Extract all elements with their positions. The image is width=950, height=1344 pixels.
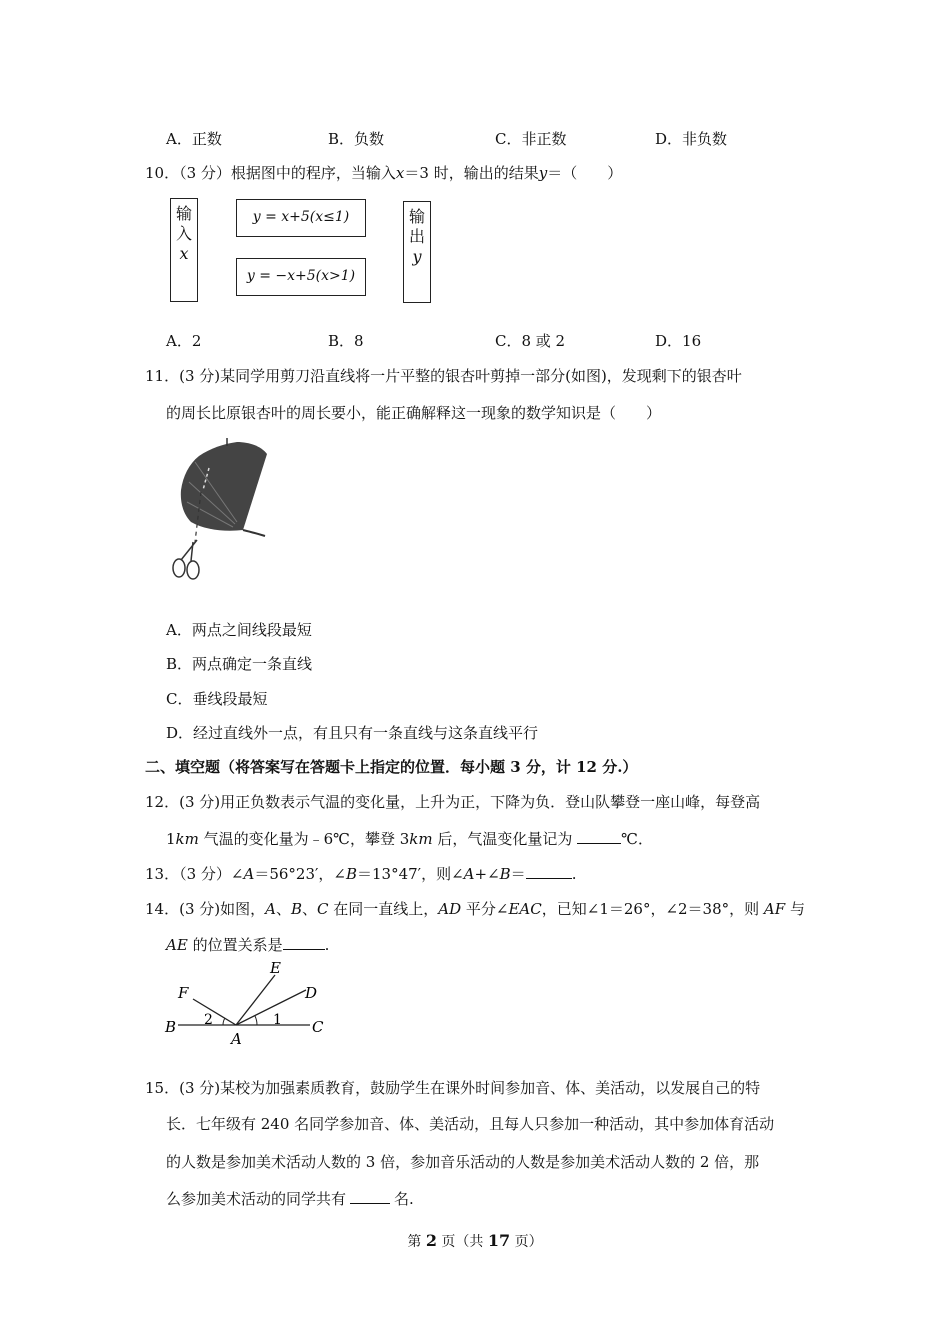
q10-stem: 10．（3 分）根据图中的程序，当输入x＝3 时，输出的结果y＝（ ） xyxy=(145,164,623,182)
q9-option-b: B．负数 xyxy=(328,130,385,148)
q15-answer-blank[interactable] xyxy=(350,1202,390,1204)
q11-stem-line1: 11．(3 分)某同学用剪刀沿直线将一片平整的银杏叶剪掉一部分(如图)，发现剩下的银杏叶 xyxy=(145,367,742,385)
label-c: C xyxy=(312,1018,324,1036)
q9-option-a: A．正数 xyxy=(166,130,222,148)
label-a: A xyxy=(231,1030,242,1048)
q11-option-c: C．垂线段最短 xyxy=(166,690,268,708)
q15-stem-line4: 么参加美术活动的同学共有 名. xyxy=(166,1190,414,1208)
q10-option-a: A．2 xyxy=(166,332,202,350)
label-angle-2: 2 xyxy=(204,1012,213,1028)
q10-option-b: B．8 xyxy=(328,332,364,350)
input-box: 输 入 x xyxy=(170,198,198,302)
scissors-icon xyxy=(173,540,199,579)
ray-ad xyxy=(236,990,306,1025)
q10-option-c: C．8 或 2 xyxy=(495,332,566,350)
label-e: E xyxy=(270,959,281,977)
ray-af xyxy=(193,999,236,1025)
q14-stem-line2: AE 的位置关系是 . xyxy=(166,936,330,954)
q15-stem-line1: 15．(3 分)某校为加强素质教育，鼓励学生在课外时间参加音、体、美活动，以发展自己的特 xyxy=(145,1079,761,1097)
q10-option-d: D．16 xyxy=(655,332,702,350)
q14-angle-figure xyxy=(160,958,335,1048)
label-d: D xyxy=(305,984,318,1002)
q11-option-d: D．经过直线外一点，有且只有一条直线与这条直线平行 xyxy=(166,724,539,742)
q11-option-a: A．两点之间线段最短 xyxy=(166,621,312,639)
formula-box-2: y = −x+5(x>1) xyxy=(236,258,366,296)
label-b: B xyxy=(165,1018,177,1036)
q14-stem-line1: 14．(3 分)如图，A、B、C 在同一直线上，AD 平分∠EAC，已知∠1＝26°，∠2＝38°，则 AF 与 xyxy=(145,900,805,918)
q13-stem: 13．（3 分）∠A＝56°23′，∠B＝13°47′，则∠A+∠B＝ . xyxy=(145,865,577,883)
total-page-count: 17 xyxy=(487,1231,511,1250)
q13-answer-blank[interactable] xyxy=(526,877,572,879)
page-footer: 第 2 页（共 17 页） xyxy=(407,1231,543,1250)
q15-stem-line3: 的人数是参加美术活动人数的 3 倍，参加音乐活动的人数是参加美术活动人数的 2 倍，那 xyxy=(166,1153,760,1171)
q11-option-b: B．两点确定一条直线 xyxy=(166,655,313,673)
q12-answer-blank[interactable] xyxy=(577,842,621,844)
formula-box-1: y = x+5(x≤1) xyxy=(236,199,366,237)
output-box: 输 出 y xyxy=(403,201,431,303)
q14-answer-blank[interactable] xyxy=(283,948,325,950)
q12-stem-line1: 12．(3 分)用正负数表示气温的变化量，上升为正，下降为负．登山队攀登一座山峰，每登高 xyxy=(145,793,761,811)
q11-stem-line2: 的周长比原银杏叶的周长要小，能正确解释这一现象的数学知识是（ ） xyxy=(166,404,662,422)
label-f: F xyxy=(178,984,189,1002)
q12-stem-line2: 1km 气温的变化量为﹣6℃，攀登 3km 后，气温变化量记为 ℃． xyxy=(166,830,653,848)
section-2-heading: 二、填空题（将答案写在答题卡上指定的位置．每小题 3 分，计 12 分.） xyxy=(145,758,638,776)
q9-option-c: C．非正数 xyxy=(495,130,567,148)
current-page-number: 2 xyxy=(425,1231,437,1250)
q15-stem-line2: 长．七年级有 240 名同学参加音、体、美活动，且每人只参加一种活动，其中参加体育活动 xyxy=(166,1115,775,1133)
label-angle-1: 1 xyxy=(273,1012,282,1028)
ginkgo-leaf-illustration xyxy=(165,432,275,588)
q9-option-d: D．非负数 xyxy=(655,130,728,148)
leaf-stem xyxy=(243,530,265,536)
